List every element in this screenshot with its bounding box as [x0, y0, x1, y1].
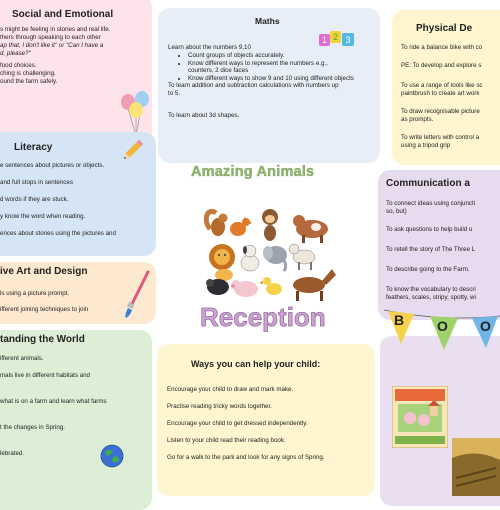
communication-panel — [378, 170, 500, 320]
help-line: Encourage your child to draw and mark make. — [167, 386, 294, 393]
farm-animals-illustration — [204, 205, 340, 305]
maths-bullet: • Know different ways to represent the numbers e.g., counters, 2 dice faces — [188, 60, 338, 75]
world-title: tanding the World — [0, 334, 85, 345]
literacy-line: ences about stories using the pictures and — [0, 230, 116, 237]
physical-panel — [392, 10, 500, 165]
dice-icon — [318, 28, 356, 50]
physical-line: To use a range of tools like sc — [401, 82, 483, 89]
communication-line: feathers, scales, stripy, spotty, wi — [386, 294, 476, 301]
social-line: food choices. — [0, 62, 37, 69]
literacy-line: y know the word when reading. — [0, 213, 86, 220]
svg-text:2: 2 — [332, 32, 339, 42]
physical-line: as prompts. — [401, 116, 434, 123]
world-line: what is on a farm and learn what farms — [0, 398, 107, 405]
social-line: ching is challenging. — [0, 70, 56, 77]
physical-line: paintbrush to create art work — [401, 90, 480, 97]
literacy-line: d words if they are stuck. — [0, 196, 69, 203]
svg-text:1: 1 — [321, 35, 328, 45]
physical-line: To write letters with control a — [401, 134, 480, 141]
world-line: ifferent animals. — [0, 355, 44, 362]
physical-line: To draw recognisable picture — [401, 108, 480, 115]
literacy-title: Literacy — [14, 142, 53, 153]
pencil-icon — [120, 135, 148, 163]
social-line: d, please?" — [0, 50, 31, 57]
bunting-letter: O — [480, 318, 491, 334]
maths-para: To learn about 3d shapes. — [168, 112, 240, 120]
svg-text:3: 3 — [345, 35, 351, 45]
maths-list — [168, 52, 374, 82]
globe-icon — [99, 443, 125, 469]
social-line: ound the farm safely. — [0, 78, 58, 85]
help-title: Ways you can help your child: — [191, 359, 321, 369]
communication-title: Communication a — [386, 178, 470, 189]
help-line: Encourage your child to get dressed independently. — [167, 420, 308, 427]
world-line: t the changes in Spring. — [0, 424, 66, 431]
social-line: thers through speaking to each other — [0, 34, 101, 41]
communication-line: To connect ideas using conjuncti — [386, 200, 476, 207]
paintbrush-icon — [122, 270, 152, 320]
help-line: Practise reading tricky words together. — [167, 403, 272, 410]
help-line: Go for a walk to the park and look for any signs of Spring. — [167, 454, 325, 461]
communication-line: To know the vocabulary to descri — [386, 286, 476, 293]
maths-title: Maths — [255, 16, 280, 26]
help-line: Listen to your child read their reading book. — [167, 437, 286, 444]
physical-title: Physical De — [416, 23, 473, 34]
year-group-title: Reception — [200, 302, 326, 332]
balloons-icon — [118, 90, 154, 138]
maths-bullet: • Count groups of objects accurately. — [188, 52, 374, 60]
communication-line: To ask questions to help build u — [386, 226, 473, 233]
maths-bullet: • Know different ways to show 9 and 10 using different objects — [188, 75, 363, 83]
world-panel — [0, 330, 152, 510]
topic-title: Amazing Animals — [191, 164, 315, 180]
maths-para: To learn addition and subtraction calculations with numbers up to 5. — [168, 82, 339, 98]
physical-line: using a tripod grip — [401, 142, 451, 149]
book-cover-icon — [452, 438, 500, 496]
communication-line: To retell the story of The Three L — [386, 246, 476, 253]
physical-line: To ride a balance bike with co — [401, 44, 483, 51]
maths-intro: Learn about the numbers 9,10 — [168, 44, 251, 51]
art-line: ls using a picture prompt. — [0, 290, 70, 297]
physical-line: PE: To develop and explore s — [401, 62, 482, 69]
literacy-line: and full stops in sentences — [0, 179, 73, 186]
literacy-line: e sentences about pictures or objects. — [0, 162, 105, 169]
world-line: lebrated. — [0, 450, 25, 457]
art-line: ifferent joining techniques to join — [0, 306, 89, 313]
social-line: ap that, I don't like it" or "Can I have a — [0, 42, 104, 49]
bunting-letter: O — [437, 318, 448, 334]
communication-line: To describe going to the Farm. — [386, 266, 470, 273]
social-emotional-title: Social and Emotional — [12, 9, 114, 20]
help-panel — [157, 344, 375, 496]
communication-line: so, but) — [386, 208, 407, 215]
art-title: ive Art and Design — [0, 266, 88, 277]
book-cover-icon — [392, 386, 448, 448]
world-line: mals live in different habitats and — [0, 372, 90, 379]
bunting-letter: B — [394, 312, 405, 328]
social-line: s might be feeling in stories and real life. — [0, 26, 111, 33]
